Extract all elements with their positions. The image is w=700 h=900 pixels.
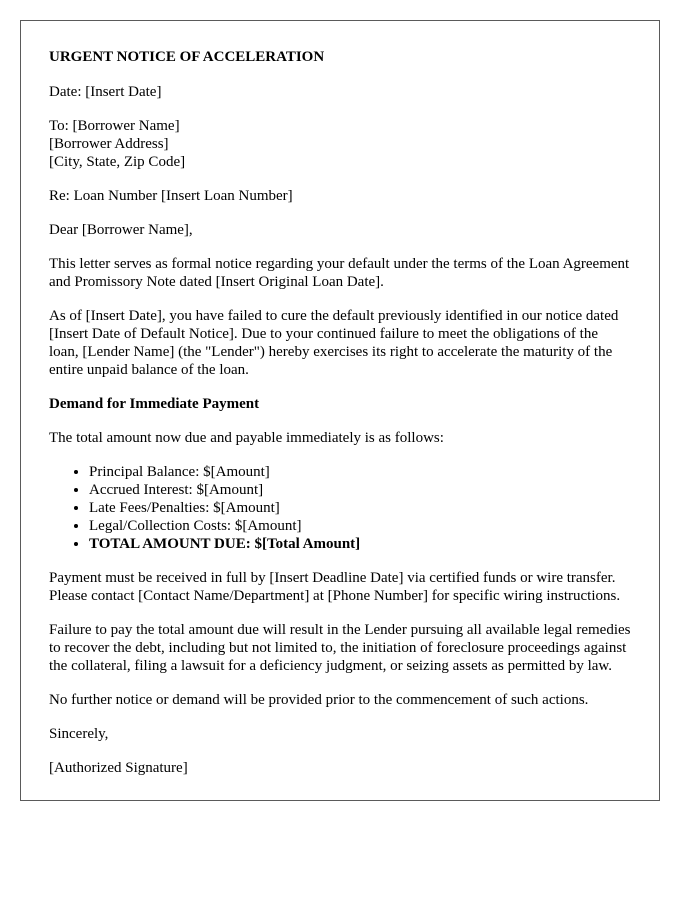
paragraph-no-further-notice: No further notice or demand will be provided prior to the commencement of such actions. [49,692,589,708]
salutation: Dear [Borrower Name], [49,222,193,238]
signature-line: [Authorized Signature] [49,760,188,776]
list-item-legal-costs: • Legal/Collection Costs: $[Amount] [89,517,631,535]
letter-page [20,20,660,801]
paragraph-default-notice: This letter serves as formal notice regarding your default under the terms of the Loan Agreement and Promissory Note dated [Insert Original Loan Date]. [49,256,630,290]
demand-heading: Demand for Immediate Payment [49,396,260,412]
amount-list [49,463,631,553]
list-item-late-fees: • Late Fees/Penalties: $[Amount] [89,499,631,517]
paragraph-payment: Payment must be received in full by [Insert Deadline Date] via certified funds or wire transfer. Please contact [Contact Name/Department] at [Phone Number] for specific wiring instructions. [49,570,621,604]
letter-title: URGENT NOTICE OF ACCELERATION [49,49,325,65]
list-item-principal: • Principal Balance: $[Amount] [89,463,631,481]
list-item-interest: • Accrued Interest: $[Amount] [89,481,631,499]
date-line: Date: [Insert Date] [49,84,162,100]
recipient-address [49,117,631,171]
address-line-city: [City, State, Zip Code] [49,154,186,170]
closing: Sincerely, [49,726,109,742]
list-item-total: • TOTAL AMOUNT DUE: $[Total Amount] [89,535,631,553]
demand-intro: The total amount now due and payable immediately is as follows: [49,430,444,446]
re-line: Re: Loan Number [Insert Loan Number] [49,188,293,204]
paragraph-acceleration: As of [Insert Date], you have failed to cure the default previously identified in our notice dated [Insert Date of Default Notice]. Due to your continued failure to meet the obligations of the loan, [Lender Name] (the "Lender") hereby exercises its right to accelerate the maturity of the entire unpaid balance of the loan. [49,308,619,378]
paragraph-failure: Failure to pay the total amount due will result in the Lender pursuing all available legal remedies to recover the debt, including but not limited to, the initiation of foreclosure proceedings against the collateral, filing a lawsuit for a deficiency judgment, or seizing assets as permitted by law. [49,622,631,674]
address-line-street: [Borrower Address] [49,136,169,152]
address-line-to: To: [Borrower Name] [49,118,180,134]
